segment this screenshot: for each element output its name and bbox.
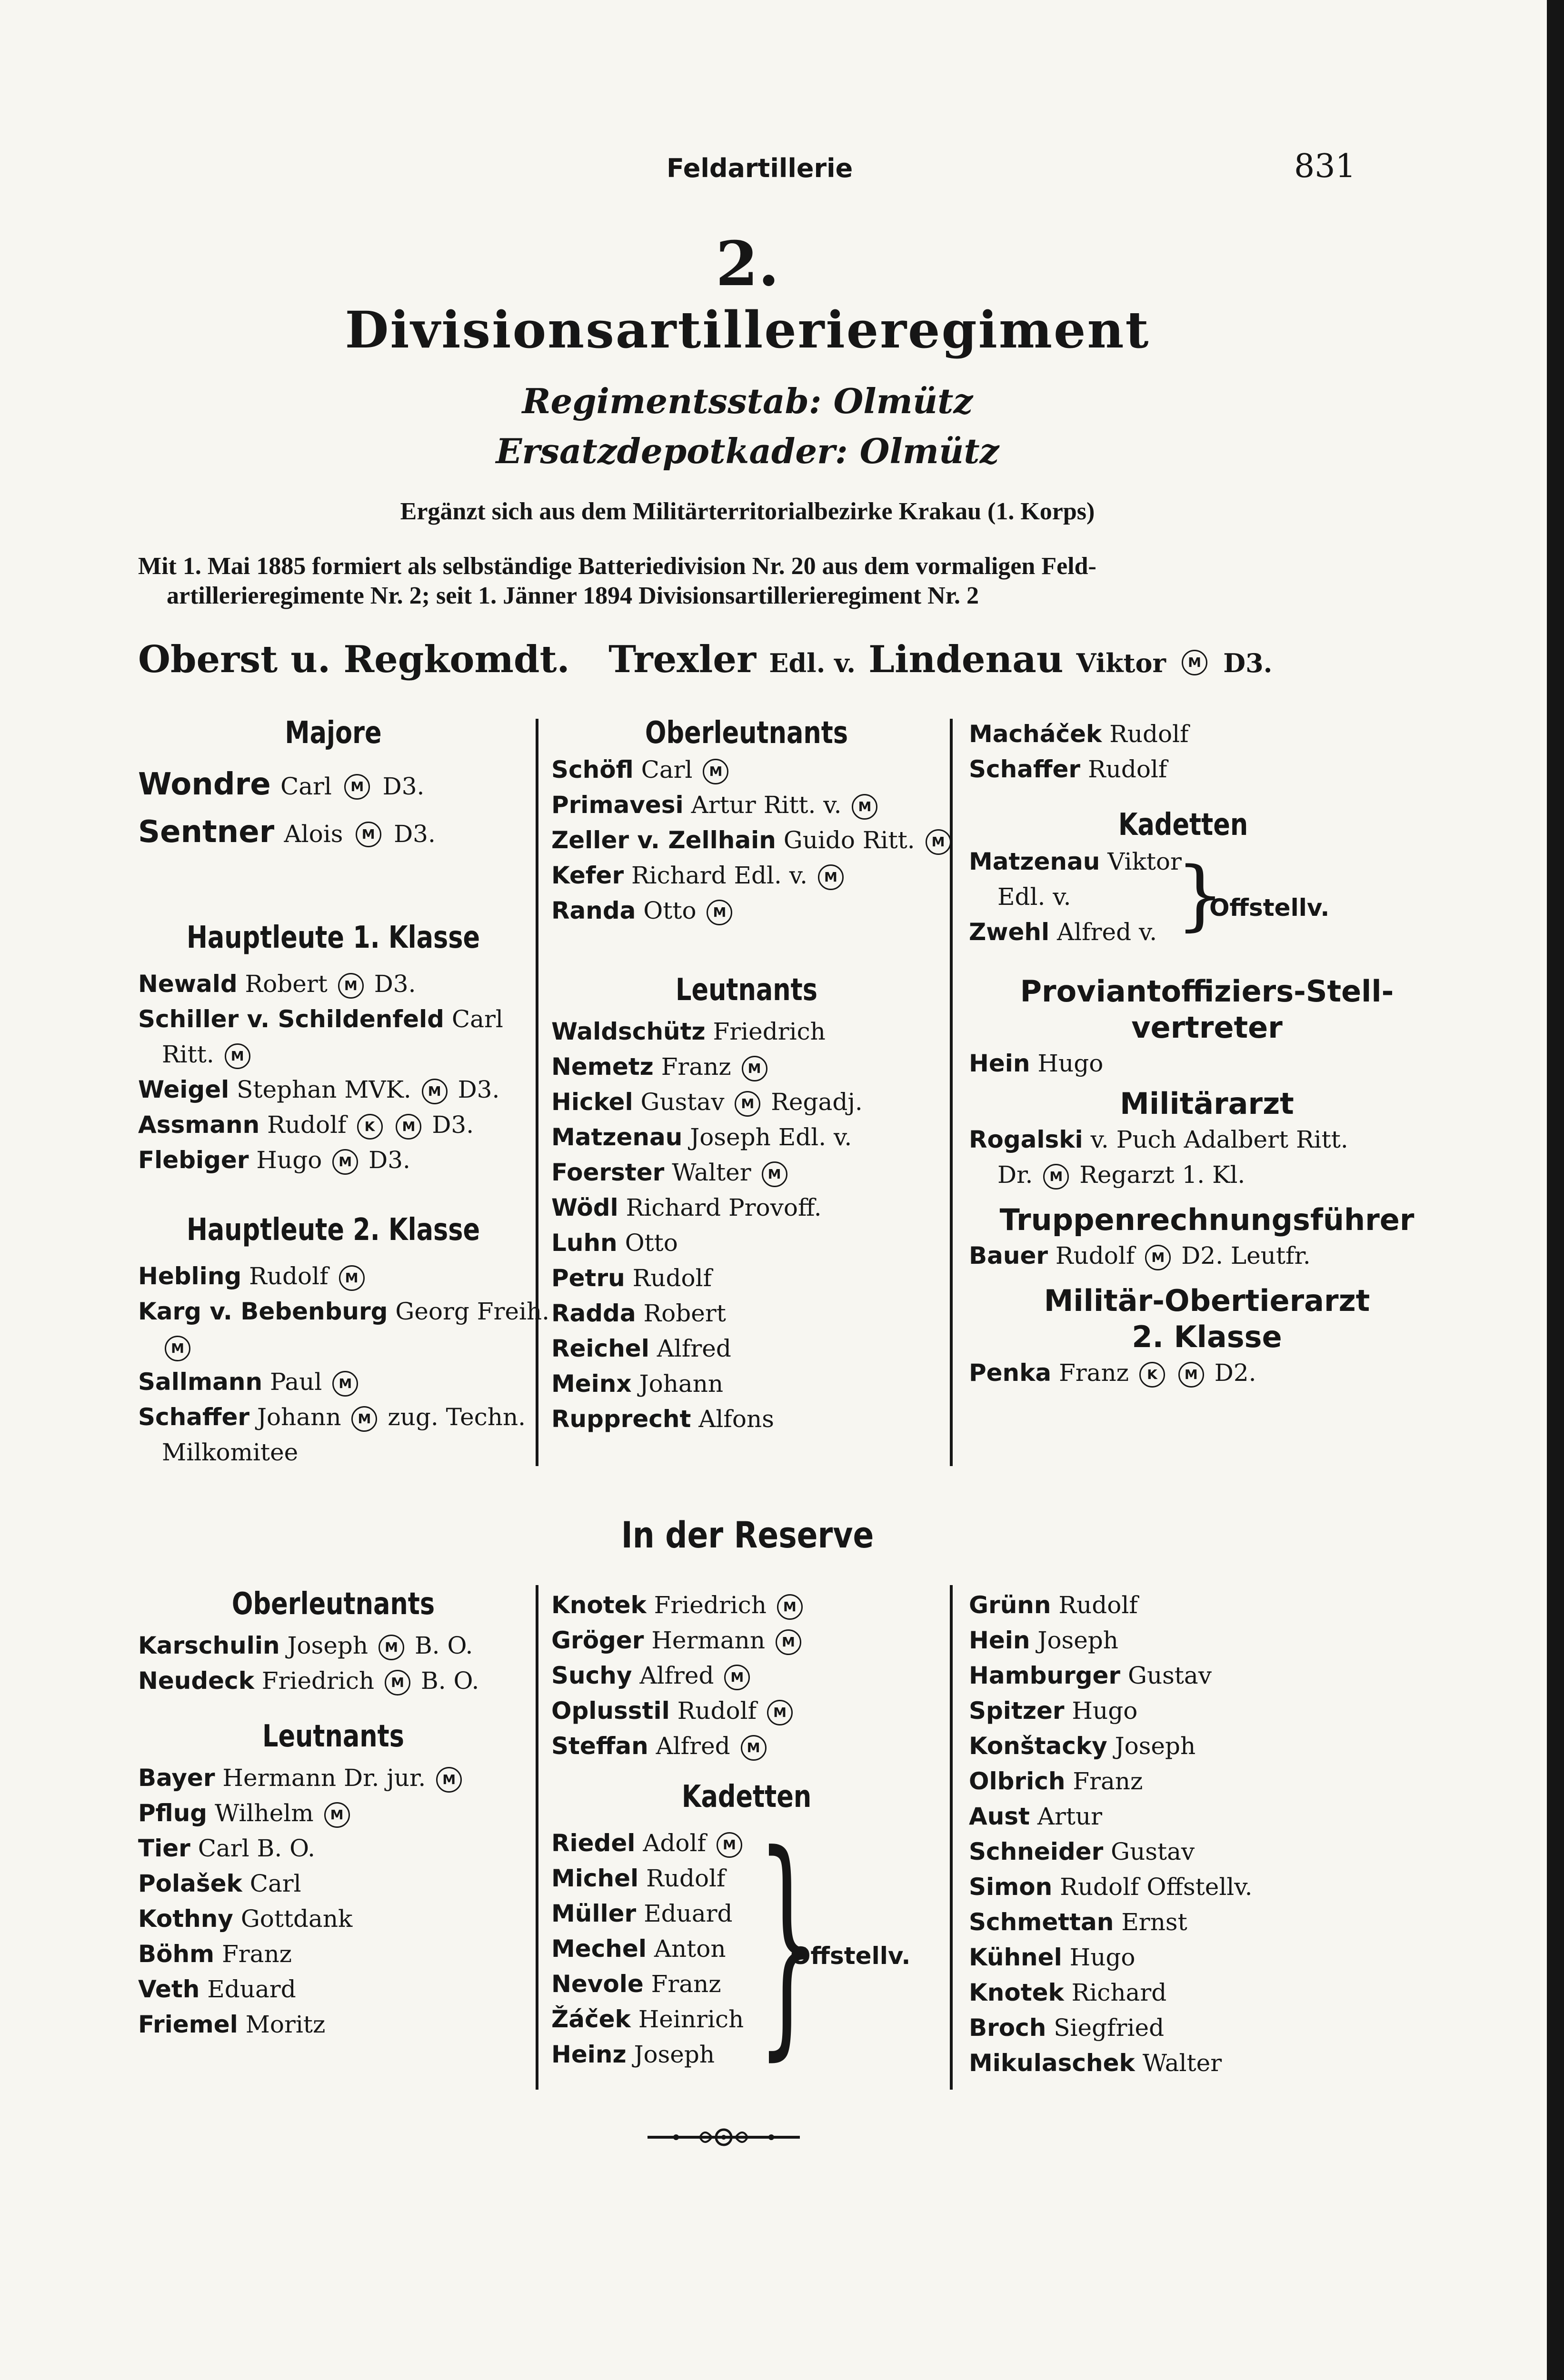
reserve-column-3 — [969, 1587, 1445, 2081]
list-item: Hebling Rudolf M — [138, 1259, 528, 1294]
column-3 — [969, 716, 1445, 1390]
list-item: Primavesi Artur Ritt. v. M — [551, 787, 942, 823]
reserve-title: In der Reserve — [621, 1514, 874, 1556]
list-item: Rogalski v. Puch Adalbert Ritt. — [969, 1126, 1348, 1153]
regimentsstab: Regimentsstab: Olmütz — [522, 381, 973, 421]
heading-obertierarzt: Militär-Obertierarzt — [1044, 1283, 1370, 1318]
list-item: Gröger Hermann M — [551, 1623, 942, 1658]
list-item: Spitzer Hugo — [969, 1697, 1138, 1725]
list-item: Friemel Moritz — [138, 2011, 326, 2038]
heading-reserve-kadetten: Kadetten — [681, 1779, 812, 1815]
medal-icon: M — [1043, 1164, 1069, 1190]
list-item: Böhm Franz — [138, 1940, 292, 1968]
list-item: Sentner Alois M D3. — [138, 814, 436, 850]
intro-line-3: artillerieregimente Nr. 2; seit 1. Jänner 1894 Divisionsartillerieregiment Nr. 2 — [167, 582, 979, 609]
list-item: Luhn Otto — [551, 1229, 678, 1257]
list-item: Kühnel Hugo — [969, 1944, 1136, 1971]
medal-icon: M — [707, 900, 732, 925]
medal-icon: M — [703, 759, 728, 784]
list-item: Kothny Gottdank — [138, 1905, 353, 1933]
column-2 — [551, 714, 945, 1437]
medal-icon: M — [356, 822, 381, 847]
medal-icon: M — [777, 1594, 803, 1620]
list-item: Petru Rudolf — [551, 1264, 712, 1292]
running-head: Feldartillerie — [667, 153, 853, 183]
heading-hauptleute-2: Hauptleute 2. Klasse — [186, 1212, 480, 1248]
medal-icon: M — [332, 1149, 358, 1175]
commander-rank: Oberst u. Regkomdt. — [138, 638, 570, 681]
list-item: Dr. M Regarzt 1. Kl. — [997, 1161, 1245, 1189]
medal-icon: M — [742, 1056, 767, 1081]
list-item: Heinz Joseph — [551, 2041, 715, 2068]
list-item: Olbrich Franz — [969, 1767, 1143, 1795]
list-item: Schiller v. Schildenfeld Carl — [138, 1005, 503, 1033]
list-item: Weigel Stephan MVK. M D3. — [138, 1076, 500, 1103]
list-item: Hein Joseph — [969, 1626, 1119, 1654]
medal-icon: M — [1178, 1362, 1204, 1388]
commander — [138, 638, 1272, 681]
heading-majore: Majore — [285, 715, 382, 751]
list-item: Knotek Friedrich M — [551, 1587, 942, 1623]
list-item: Rupprecht Alfons — [551, 1405, 774, 1433]
medal-icon: M — [762, 1161, 787, 1187]
column-divider — [950, 1585, 953, 2090]
column-divider — [536, 719, 538, 1466]
medal-icon: M — [225, 1043, 250, 1069]
heading-hauptleute-1: Hauptleute 1. Klasse — [186, 920, 480, 955]
heading-leutnants: Leutnants — [676, 972, 817, 1008]
list-item: Newald Robert M D3. — [138, 970, 416, 998]
list-item: Radda Robert — [551, 1299, 726, 1327]
list-item: Foerster Walter M — [551, 1155, 942, 1190]
heading-kadetten: Kadetten — [1118, 807, 1248, 843]
reserve-column-1 — [138, 1585, 528, 2042]
list-item: Kefer Richard Edl. v. M — [551, 858, 942, 893]
commander-decor: D3. — [1223, 648, 1273, 678]
list-item — [138, 1329, 528, 1364]
medal-icon: M — [926, 829, 951, 855]
list-item: Suchy Alfred M — [551, 1658, 942, 1693]
list-item: Waldschütz Friedrich — [551, 1018, 826, 1045]
list-item: Bauer Rudolf M D2. Leutfr. — [969, 1242, 1311, 1269]
cross-icon: K — [1139, 1362, 1165, 1388]
list-item: Matzenau Viktor — [969, 848, 1182, 875]
list-item: Veth Eduard — [138, 1975, 296, 2003]
list-item: Edl. v. — [997, 883, 1071, 911]
heading-oberleutnants: Oberleutnants — [645, 715, 848, 751]
list-item: Tier Carl B. O. — [138, 1835, 316, 1862]
commander-place: Lindenau — [868, 638, 1064, 681]
medal-icon: M — [396, 1114, 421, 1140]
list-item: Knotek Richard — [969, 1979, 1167, 2006]
column-1 — [138, 714, 550, 1470]
medal-icon: M — [767, 1700, 793, 1726]
medal-icon: M — [724, 1665, 750, 1690]
medal-icon: M — [344, 774, 370, 800]
list-item: Pflug Wilhelm M — [138, 1795, 528, 1831]
list-item: Riedel Adolf M — [551, 1825, 942, 1861]
reserve-column-2 — [551, 1587, 942, 2081]
list-item: Mechel Anton — [551, 1935, 726, 1963]
list-item: Wödl Richard Provoff. — [551, 1194, 822, 1221]
medal-icon: M — [852, 794, 877, 820]
medal-icon: M — [332, 1371, 358, 1397]
list-item: Karschulin Joseph M B. O. — [138, 1632, 473, 1659]
list-item: Müller Eduard — [551, 1900, 733, 1927]
medal-icon: M — [324, 1802, 350, 1828]
list-item: Hamburger Gustav — [969, 1662, 1212, 1689]
list-item: Wondre Carl M D3. — [138, 767, 425, 802]
medal-icon: M — [818, 864, 844, 890]
heading-obertierarzt-2: 2. Klasse — [1132, 1319, 1282, 1354]
medal-icon: M — [165, 1336, 190, 1361]
list-item: Aust Artur — [969, 1803, 1103, 1830]
list-item: Neudeck Friedrich M B. O. — [138, 1667, 479, 1695]
list-item: Zwehl Alfred v. — [969, 918, 1157, 946]
heading-rechnungsfuehrer: Truppenrechnungsführer — [999, 1202, 1415, 1237]
list-item: Žáček Heinrich — [551, 2005, 744, 2033]
list-item: Steffan Alfred M — [551, 1728, 942, 1764]
list-item: Karg v. Bebenburg Georg Freih. — [138, 1298, 550, 1325]
list-item: Hein Hugo — [969, 1050, 1104, 1077]
list-item: Broch Siegfried — [969, 2014, 1165, 2042]
list-item: Grünn Rudolf — [969, 1591, 1138, 1619]
heading-proviant-2: vertreter — [1131, 1010, 1283, 1045]
list-item: Michel Rudolf — [551, 1864, 726, 1892]
list-item: Zeller v. Zellhain Guido Ritt. M — [551, 823, 942, 858]
list-item: Schneider Gustav — [969, 1838, 1195, 1865]
list-item: Penka Franz K M D2. — [969, 1359, 1256, 1387]
list-item: Flebiger Hugo M D3. — [138, 1146, 410, 1174]
reserve-kadetten-note: Offstellv. — [790, 1942, 911, 1970]
list-item: Meinx Johann — [551, 1370, 724, 1398]
medal-icon: M — [436, 1767, 462, 1793]
list-item: Reichel Alfred — [551, 1335, 731, 1362]
medal-icon: M — [422, 1079, 448, 1104]
list-item: Milkomitee — [162, 1438, 299, 1466]
list-item: Hickel Gustav M Regadj. — [551, 1088, 863, 1116]
column-divider — [536, 1585, 538, 2090]
list-item: Bayer Hermann Dr. jur. M — [138, 1760, 528, 1795]
ornament-divider-icon — [648, 2123, 800, 2152]
list-item: Schöfl Carl M — [551, 752, 942, 787]
list-item: Matzenau Joseph Edl. v. — [551, 1123, 852, 1151]
medal-icon: M — [339, 1265, 365, 1291]
heading-reserve-oberleutnants: Oberleutnants — [231, 1587, 435, 1622]
medal-icon: M — [1182, 650, 1207, 675]
medal-icon: M — [776, 1629, 801, 1655]
list-item: Ritt. M — [138, 1037, 528, 1072]
list-item: Sallmann Paul M — [138, 1364, 528, 1399]
list-item: Schmettan Ernst — [969, 1908, 1187, 1936]
medal-icon: M — [338, 973, 364, 999]
medal-icon: M — [741, 1735, 767, 1761]
list-item: Macháček Rudolf — [969, 720, 1189, 748]
list-item: Mikulaschek Walter — [969, 2049, 1222, 2077]
brace: } — [1176, 850, 1225, 939]
page-edge — [1547, 0, 1564, 2380]
page-number: 831 — [1294, 148, 1356, 185]
list-item: Nemetz Franz M — [551, 1049, 942, 1084]
ersatzdepotkader: Ersatzdepotkader: Olmütz — [496, 431, 999, 471]
list-item: Schaffer Johann M zug. Techn. — [138, 1403, 526, 1431]
column-divider — [950, 719, 953, 1466]
medal-icon: M — [351, 1406, 377, 1432]
heading-proviant: Proviantoffiziers-Stell- — [1020, 974, 1394, 1009]
intro-line-2: Mit 1. Mai 1885 formiert als selbständige Batteriedivision Nr. 20 aus dem vormaligen Feld- — [138, 553, 1096, 580]
commander-surname: Trexler — [608, 638, 757, 681]
intro-line-1: Ergänzt sich aus dem Militärterritorialbezirke Krakau (1. Korps) — [400, 498, 1095, 525]
regiment-title: Divisionsartillerieregiment — [345, 300, 1150, 359]
list-item: Randa Otto M — [551, 893, 942, 928]
list-item: Assmann Rudolf K M D3. — [138, 1111, 474, 1139]
heading-militaerarzt: Militärarzt — [1120, 1086, 1294, 1121]
commander-given: Viktor — [1076, 648, 1166, 678]
brace: } — [757, 1804, 818, 2081]
kadetten-note: Offstellv. — [1209, 894, 1330, 922]
heading-reserve-leutnants: Leutnants — [262, 1719, 404, 1754]
list-item: Konštacky Joseph — [969, 1732, 1196, 1760]
list-item: Polašek Carl — [138, 1870, 301, 1897]
regiment-number: 2. — [716, 228, 779, 300]
medal-icon: M — [379, 1635, 404, 1660]
medal-icon: M — [385, 1670, 410, 1696]
list-item: Simon Rudolf Offstellv. — [969, 1873, 1253, 1901]
medal-icon: M — [735, 1091, 760, 1117]
commander-edl: Edl. v. — [769, 648, 856, 678]
medal-icon: M — [1145, 1245, 1171, 1270]
list-item: Nevole Franz — [551, 1970, 721, 1998]
medal-icon: M — [717, 1832, 742, 1858]
list-item: Schaffer Rudolf — [969, 755, 1167, 783]
list-item: Oplusstil Rudolf M — [551, 1693, 942, 1728]
cross-icon: K — [357, 1114, 383, 1140]
